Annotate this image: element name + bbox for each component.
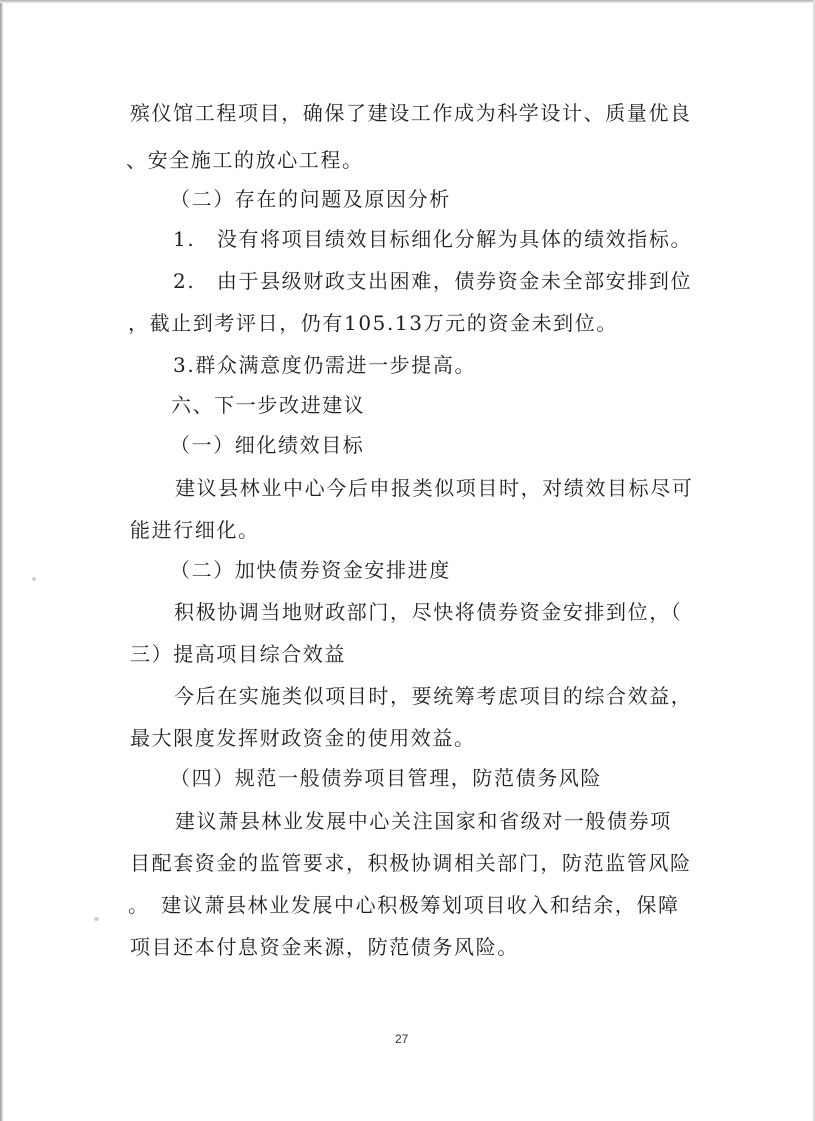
text-line: 2. 由于县级财政支出困难，债券资金未全部安排到位 bbox=[173, 269, 693, 293]
text-line: 目配套资金的监管要求，积极协调相关部门，防范监管风险 bbox=[130, 851, 692, 875]
text-line: 建议县林业中心今后申报类似项目时，对绩效目标尽可 bbox=[175, 476, 694, 500]
section-heading: （二）存在的问题及原因分析 bbox=[170, 187, 451, 211]
section-heading: （一）细化绩效目标 bbox=[170, 433, 365, 457]
text-line: 项目还本付息资金来源，防范债务风险。 bbox=[130, 935, 519, 959]
text-line: 最大限度发挥财政资金的使用效益。 bbox=[130, 726, 476, 750]
text-line: 3.群众满意度仍需进一步提高。 bbox=[173, 353, 477, 377]
text-line: 1. 没有将项目绩效目标细化分解为具体的绩效指标。 bbox=[173, 227, 693, 251]
section-heading: （四）规范一般债券项目管理，防范债务风险 bbox=[170, 766, 602, 790]
text-line: 、安全施工的放心工程。 bbox=[126, 148, 364, 172]
text-line: ，截止到考评日，仍有105.13万元的资金未到位。 bbox=[128, 311, 618, 335]
page-number: 27 bbox=[395, 1032, 409, 1046]
section-heading: （二）加快债券资金安排进度 bbox=[170, 558, 451, 582]
text-line: 。 建议萧县林业发展中心积极筹划项目收入和结余，保障 bbox=[128, 893, 680, 917]
section-heading: 六、下一步改进建议 bbox=[171, 393, 366, 417]
section-heading: 三）提高项目综合效益 bbox=[130, 642, 346, 666]
text-line: 殡仪馆工程项目，确保了建设工作成为科学设计、质量优良 bbox=[130, 101, 692, 125]
text-line: 建议萧县林业发展中心关注国家和省级对一般债券项 bbox=[175, 809, 672, 833]
text-line: 能进行细化。 bbox=[130, 518, 260, 542]
text-line: 积极协调当地财政部门，尽快将债券资金安排到位，（ bbox=[174, 600, 683, 624]
text-line: 今后在实施类似项目时，要统筹考虑项目的综合效益， bbox=[174, 684, 693, 708]
